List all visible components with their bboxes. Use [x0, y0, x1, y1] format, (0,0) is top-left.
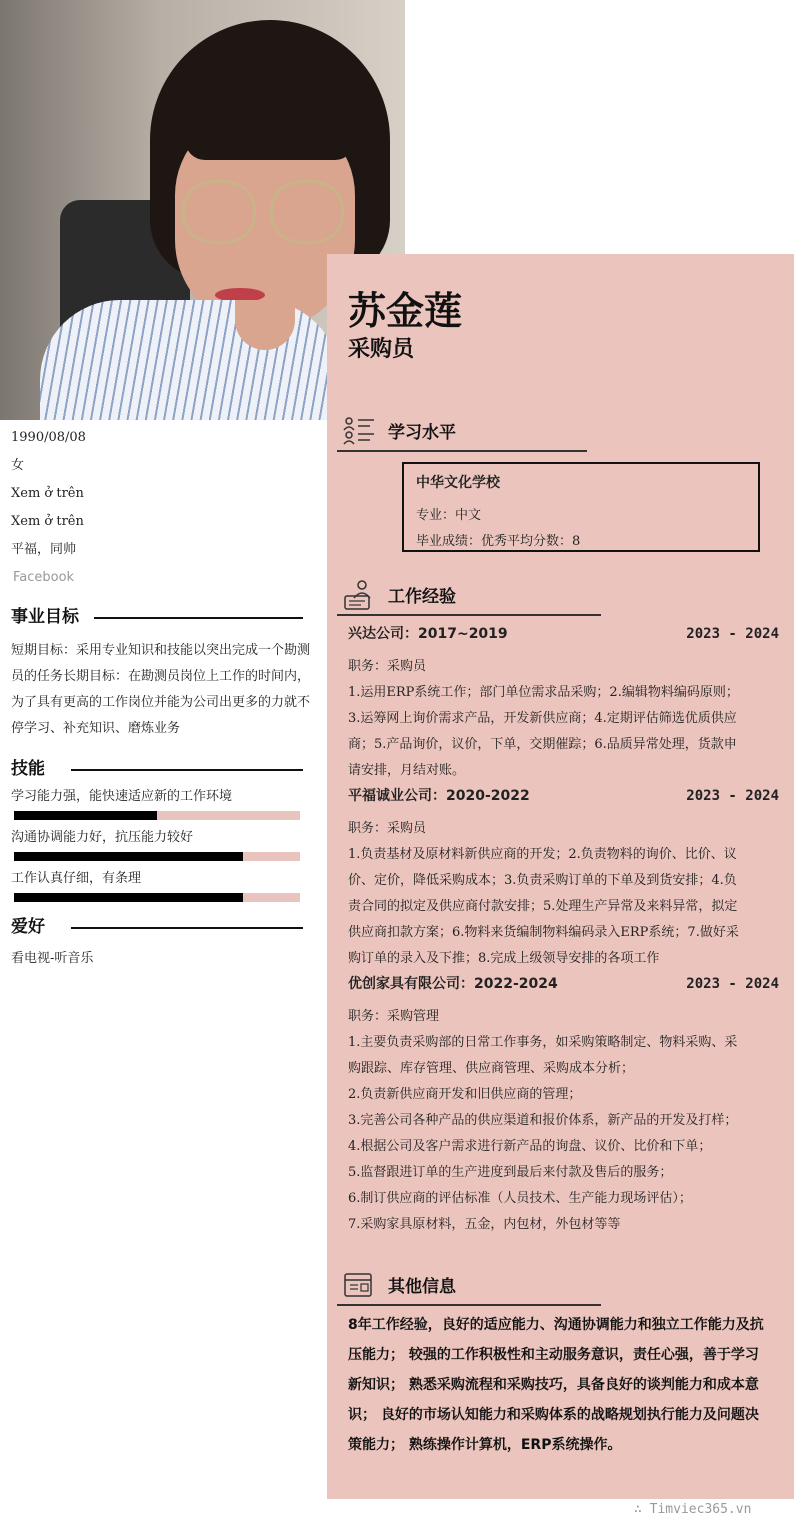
- job-date: 2023 - 2024: [686, 976, 779, 992]
- work-heading: [337, 576, 601, 616]
- skill-label: 工作认真仔细，有条理: [11, 871, 142, 886]
- hobbies-heading: [11, 914, 311, 940]
- job-duty: 购跟踪、库存管理、供应商管理、采购成本分析；: [348, 1061, 635, 1076]
- education-heading: [337, 412, 587, 452]
- job-duty: 6.制订供应商的评估标准（人员技术、生产能力现场评估）；: [348, 1191, 692, 1206]
- education-grade: 毕业成绩：优秀平均分数：8: [416, 534, 581, 549]
- job-duty: 3.完善公司各种产品的供应渠道和报价体系，新产品的开发及打样；: [348, 1113, 738, 1128]
- job-company: 平福诚业公司：2020-2022: [348, 788, 530, 804]
- skill-bar: [14, 811, 300, 820]
- work-list: [348, 622, 779, 1238]
- job-date: 2023 - 2024: [686, 626, 779, 642]
- job-duty: 1.负责基材及原材料新供应商的开发；2.负责物料的询价、比价、议: [348, 847, 737, 862]
- job-duty: 商；5.产品询价，议价，下单，交期催踪；6.品质异常处理，货款申: [348, 737, 737, 752]
- job-position: 职务：采购员: [348, 659, 427, 674]
- other-heading: [337, 1266, 601, 1306]
- job-duty: 请安排，月结对账。: [348, 763, 466, 778]
- other-text: 8年工作经验，良好的适应能力、沟通协调能力和独立工作能力及抗压能力； 较强的工作积极性和主动服务意识，责任心强，善于学习新知识； 熟悉采购流程和采购技巧，具备良好的谈判能力和成本意识； 良好的市场认知能力和采购体系的战略规划执行能力及问题决策能力； 熟练操作计算机，ERP系统操作。: [348, 1317, 764, 1453]
- career-text: 短期目标：采用专业知识和技能以突出完成一个勘测员的任务长期目标：在勘测员岗位上工作的时间内，为了具有更高的工作岗位并能为公司出更多的力就不停学习、补充知识、磨炼业务: [11, 643, 311, 736]
- skill-bar: [14, 893, 300, 902]
- job-duty: 责合同的拟定及供应商付款安排；5.处理生产异常及来料异常，拟定: [348, 899, 738, 914]
- education-title: 学习水平: [388, 423, 456, 443]
- career-title: 事业目标: [11, 607, 79, 627]
- left-column: [11, 428, 311, 972]
- email: Xem ở trên: [11, 514, 84, 529]
- job-duty: 1.运用ERP系统工作；部门单位需求品采购；2.编辑物料编码原则；: [348, 685, 739, 700]
- job-duty: 2.负责新供应商开发和旧供应商的管理；: [348, 1087, 582, 1102]
- facebook-link[interactable]: Facebook: [13, 570, 75, 585]
- job-company: 兴达公司：2017~2019: [348, 626, 508, 642]
- birthdate: 1990/08/08: [11, 430, 86, 445]
- phone: Xem ở trên: [11, 486, 84, 501]
- job-duty: 供应商扣款方案；6.物料来货编制物料编码录入ERP系统；7.做好采: [348, 925, 739, 940]
- work-title: 工作经验: [388, 587, 456, 607]
- skill-bar-fill: [14, 852, 243, 861]
- job-duty: 购订单的录入及下推；8.完成上级领导安排的各项工作: [348, 951, 660, 966]
- job-header: [348, 784, 779, 816]
- job-position: 职务：采购管理: [348, 1009, 440, 1024]
- skill-bar-fill: [14, 811, 157, 820]
- skill-bar: [14, 852, 300, 861]
- skill-bar-fill: [14, 893, 243, 902]
- job-duty: 7.采购家具原材料，五金，内包材，外包材等等: [348, 1217, 621, 1232]
- skills-heading: [11, 756, 311, 782]
- job-header: [348, 622, 779, 654]
- skill-label: 沟通协调能力好，抗压能力较好: [11, 830, 194, 845]
- other-title: 其他信息: [388, 1277, 456, 1297]
- candidate-name: 苏金莲: [348, 289, 463, 333]
- skills-list: [11, 788, 311, 902]
- right-panel: [327, 254, 794, 1499]
- job-company: 优创家具有限公司：2022-2024: [348, 976, 558, 992]
- career-heading: [11, 604, 311, 630]
- job-duty: 1.主要负责采购部的日常工作事务，如采购策略制定、物料采购、采: [348, 1035, 738, 1050]
- candidate-role: 采购员: [348, 337, 415, 362]
- hobbies-title: 爱好: [11, 917, 45, 937]
- job-duty: 价、定价，降低采购成本；3.负责采购订单的下单及到货安排；4.负: [348, 873, 737, 888]
- job-date: 2023 - 2024: [686, 788, 779, 804]
- skill-label: 学习能力强，能快速适应新的工作环境: [11, 789, 233, 804]
- education-major: 专业：中文: [416, 508, 482, 523]
- address: 平福，同帅: [11, 542, 77, 557]
- school-name: 中华文化学校: [416, 475, 500, 491]
- work-icon: [342, 578, 376, 612]
- job-duty: 3.运筹网上询价需求产品，开发新供应商；4.定期评估筛选优质供应: [348, 711, 737, 726]
- job-duty: 4.根据公司及客户需求进行新产品的询盘、议价、比价和下单；: [348, 1139, 712, 1154]
- education-card: [402, 462, 760, 552]
- job-position: 职务：采购员: [348, 821, 427, 836]
- job-duty: 5.监督跟进订单的生产进度到最后来付款及售后的服务；: [348, 1165, 673, 1180]
- skills-title: 技能: [11, 759, 45, 779]
- job-header: [348, 972, 779, 1004]
- gender: 女: [11, 458, 25, 473]
- watermark: ∴ Timviec365.vn: [634, 1502, 752, 1517]
- education-icon: [342, 414, 376, 448]
- info-icon: [342, 1268, 376, 1302]
- hobbies-text: 看电视-听音乐: [11, 951, 94, 966]
